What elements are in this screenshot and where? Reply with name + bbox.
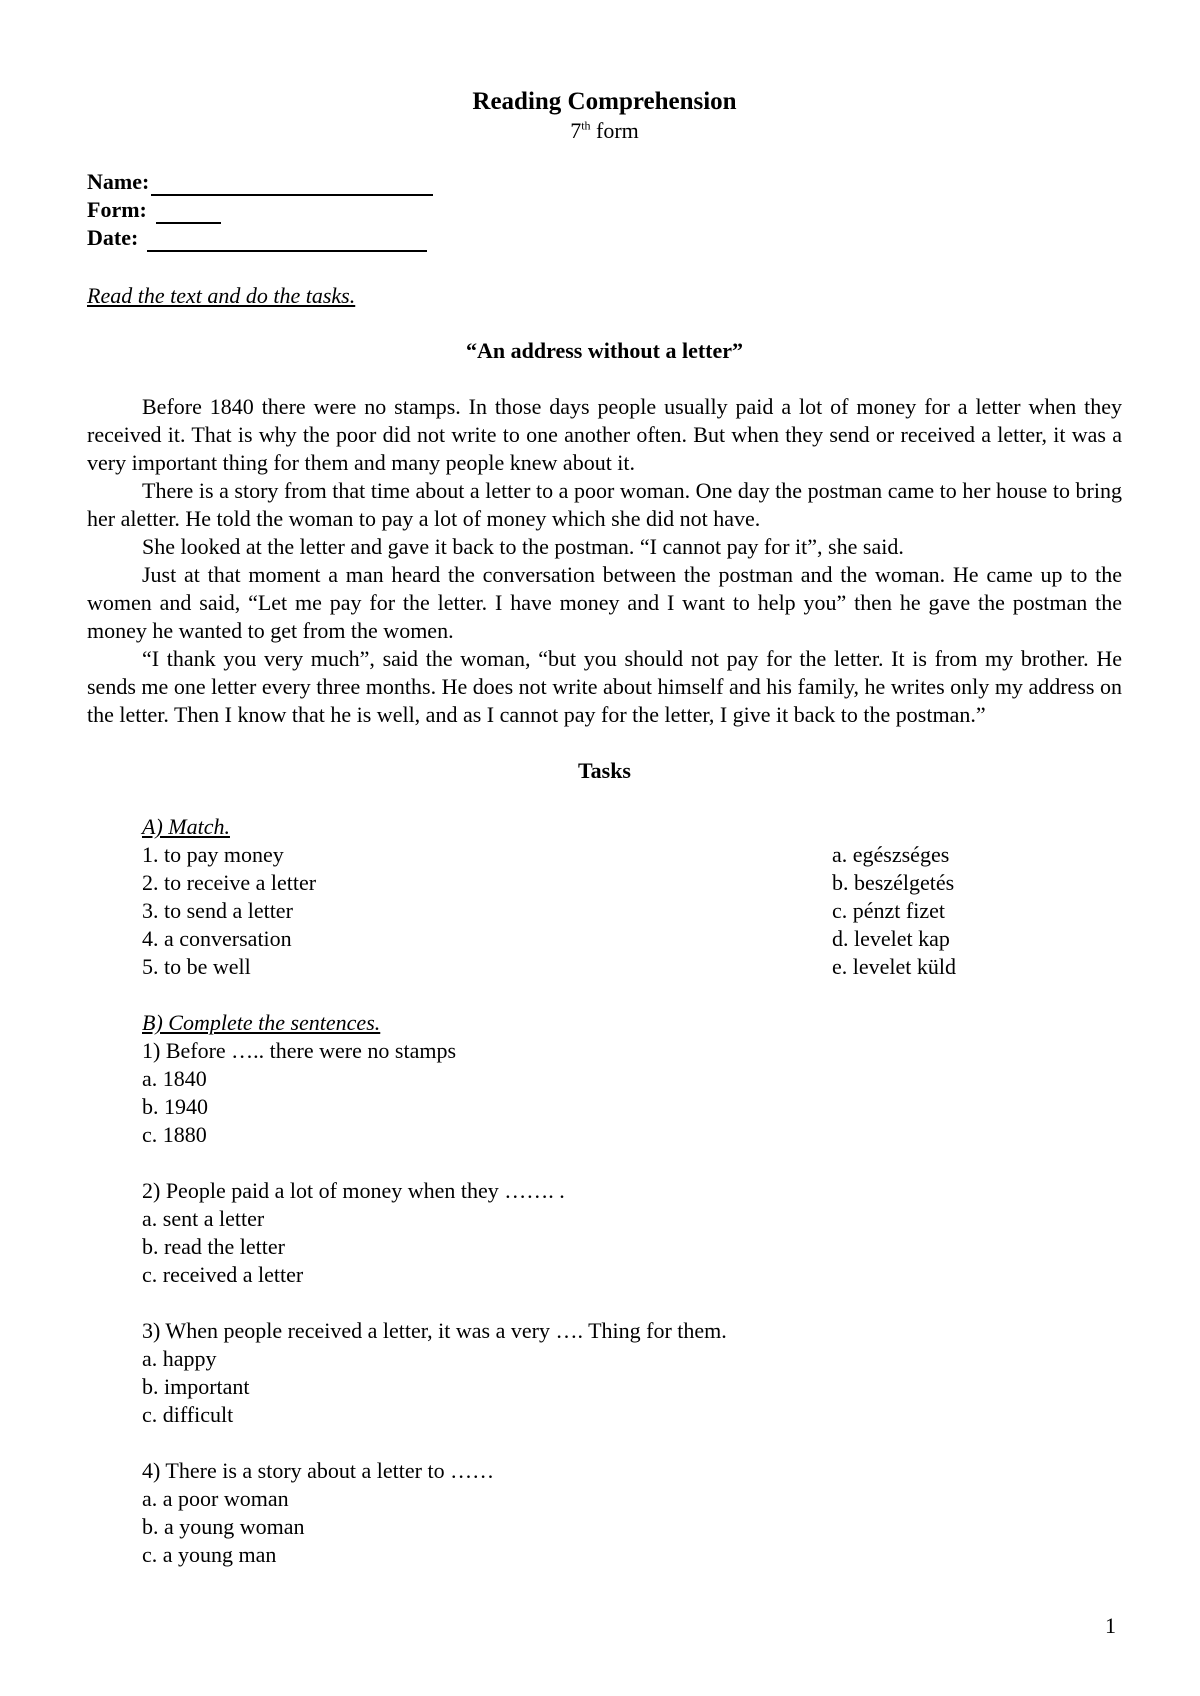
answer-option: c. difficult xyxy=(142,1402,234,1427)
date-label: Date: xyxy=(87,225,139,250)
form-blank-line[interactable] xyxy=(156,202,221,224)
question-3 xyxy=(142,1317,1122,1429)
answer-option: b. important xyxy=(142,1374,250,1399)
question-text: 4) There is a story about a letter to …… xyxy=(142,1458,495,1483)
question-2 xyxy=(142,1177,1122,1289)
subtitle-rest: form xyxy=(590,118,639,143)
story-title: “An address without a letter” xyxy=(465,338,744,363)
story-paragraph: There is a story from that time about a letter to a poor woman. One day the postman came to her house to bring her aletter. He told the woman to pay a lot of money which she did not have. xyxy=(87,478,1122,531)
story-text xyxy=(87,393,1122,729)
match-right-column xyxy=(832,841,956,981)
story-paragraph: Before 1840 there were no stamps. In those days people usually paid a lot of money for a letter when they received it. That is why the poor did not write to one another often. But when they send or received a letter, it was a very important thing for them and many people knew about it. xyxy=(87,394,1122,475)
page-title: Reading Comprehension xyxy=(472,88,737,115)
date-field[interactable] xyxy=(87,224,1122,252)
match-left-column xyxy=(142,841,832,981)
answer-option: b. read the letter xyxy=(142,1234,285,1259)
instruction-text: Read the text and do the tasks. xyxy=(87,283,356,308)
match-left-item: 3. to send a letter xyxy=(142,898,293,923)
worksheet-page xyxy=(87,86,1122,1569)
question-text: 3) When people received a letter, it was a very …. Thing for them. xyxy=(142,1318,727,1343)
question-text: 1) Before ….. there were no stamps xyxy=(142,1038,457,1063)
answer-option: a. 1840 xyxy=(142,1066,207,1091)
answer-option: a. a poor woman xyxy=(142,1486,289,1511)
match-right-item: b. beszélgetés xyxy=(832,870,955,895)
question-text: 2) People paid a lot of money when they ……. . xyxy=(142,1178,565,1203)
answer-option: a. sent a letter xyxy=(142,1206,265,1231)
match-right-item: c. pénzt fizet xyxy=(832,898,945,923)
match-left-item: 5. to be well xyxy=(142,954,251,979)
tasks-heading: Tasks xyxy=(577,758,631,783)
match-section-title: A) Match. xyxy=(142,814,230,839)
question-1 xyxy=(142,1037,1122,1149)
answer-option: a. happy xyxy=(142,1346,217,1371)
match-left-item: 2. to receive a letter xyxy=(142,870,317,895)
match-left-item: 4. a conversation xyxy=(142,926,292,951)
story-paragraph: Just at that moment a man heard the conversation between the postman and the woman. He came up to the women and said, “Let me pay for the letter. I have money and I want to help you” then he gave the postman the money he wanted to get from the women. xyxy=(87,562,1122,643)
answer-option: b. a young woman xyxy=(142,1514,305,1539)
match-right-item: a. egészséges xyxy=(832,842,950,867)
page-number: 1 xyxy=(1105,1613,1116,1638)
name-field[interactable] xyxy=(87,168,1122,196)
name-blank-line[interactable] xyxy=(151,174,433,196)
complete-section-title: B) Complete the sentences. xyxy=(142,1010,381,1035)
answer-option: b. 1940 xyxy=(142,1094,208,1119)
story-paragraph: She looked at the letter and gave it back to the postman. “I cannot pay for it”, she said. xyxy=(142,534,904,559)
match-exercise xyxy=(142,841,1122,981)
match-right-item: e. levelet küld xyxy=(832,954,957,979)
question-4 xyxy=(142,1457,1122,1569)
student-info-fields xyxy=(87,168,1122,252)
answer-option: c. a young man xyxy=(142,1542,277,1567)
form-field[interactable] xyxy=(87,196,1122,224)
page-subtitle xyxy=(87,118,1122,144)
subtitle-number: 7 xyxy=(570,118,582,143)
form-label: Form: xyxy=(87,197,147,222)
match-left-item: 1. to pay money xyxy=(142,842,284,867)
story-paragraph: “I thank you very much”, said the woman, “but you should not pay for the letter. It is from my brother. He sends me one letter every three months. He does not write about himself and his family, he writes only my address on the letter. Then I know that he is well, and as I cannot pay for the letter, I give it back to the postman.” xyxy=(87,646,1122,727)
name-label: Name: xyxy=(87,169,150,194)
tasks-section xyxy=(87,813,1122,1569)
match-right-item: d. levelet kap xyxy=(832,926,950,951)
date-blank-line[interactable] xyxy=(147,230,427,252)
answer-option: c. 1880 xyxy=(142,1122,207,1147)
complete-section xyxy=(142,1009,1122,1569)
subtitle-superscript: th xyxy=(581,118,591,133)
answer-option: c. received a letter xyxy=(142,1262,304,1287)
